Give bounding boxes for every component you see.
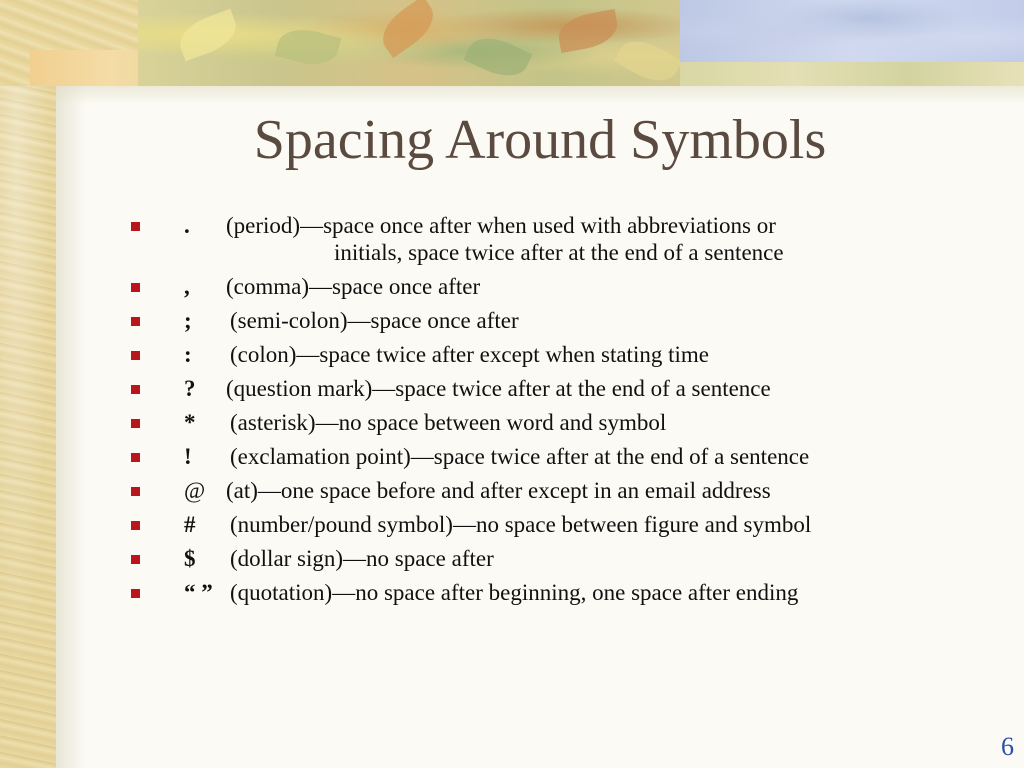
bullet-list xyxy=(126,212,1006,613)
symbol-glyph: “ ” xyxy=(184,580,213,605)
list-item-quotation xyxy=(126,579,1006,606)
item-text: (comma)—space once after xyxy=(226,274,481,299)
symbol-glyph: ; xyxy=(184,308,192,333)
bullet-square-icon xyxy=(131,419,140,428)
item-text: (quotation)—no space after beginning, one space after ending xyxy=(230,580,799,605)
leaf-shape xyxy=(556,9,621,53)
bullet-square-icon xyxy=(131,487,140,496)
list-item-number xyxy=(126,511,1006,538)
list-item-period xyxy=(126,212,1006,266)
leaf-shape xyxy=(464,29,533,85)
list-item-asterisk xyxy=(126,409,1006,436)
symbol-glyph: : xyxy=(184,342,192,367)
page-number: 6 xyxy=(1001,732,1014,761)
item-text: (dollar sign)—no space after xyxy=(230,546,494,571)
symbol-glyph: * xyxy=(184,410,196,435)
leaf-shape xyxy=(275,23,342,71)
leaf-shape xyxy=(374,0,443,58)
banner-blue-watercolor xyxy=(680,0,1024,62)
item-text: (period)—space once after when used with abbreviations or xyxy=(226,213,776,238)
banner-fade xyxy=(56,86,1024,104)
list-item-question-mark xyxy=(126,375,1006,402)
banner-leaves-image xyxy=(138,0,690,86)
list-item-at xyxy=(126,477,1006,504)
symbol-glyph: $ xyxy=(184,546,196,571)
symbol-glyph: . xyxy=(184,213,190,238)
list-item-comma xyxy=(126,273,1006,300)
bullet-square-icon xyxy=(131,283,140,292)
symbol-glyph: ! xyxy=(184,444,192,469)
list-item-dollar xyxy=(126,545,1006,572)
symbol-glyph: @ xyxy=(184,478,206,503)
left-decorative-strip xyxy=(0,0,56,768)
list-item-colon xyxy=(126,341,1006,368)
list-item-exclamation xyxy=(126,443,1006,470)
symbol-glyph: # xyxy=(184,512,196,537)
bullet-square-icon xyxy=(131,555,140,564)
symbol-glyph: ? xyxy=(184,376,196,401)
bullet-square-icon xyxy=(131,351,140,360)
bullet-square-icon xyxy=(131,222,140,231)
bullet-square-icon xyxy=(131,385,140,394)
item-text: (question mark)—space twice after at the end of a sentence xyxy=(226,376,771,401)
item-text: (colon)—space twice after except when stating time xyxy=(230,342,709,367)
item-text: (asterisk)—no space between word and symbol xyxy=(230,410,667,435)
bullet-square-icon xyxy=(131,453,140,462)
bullet-square-icon xyxy=(131,521,140,530)
item-text: (exclamation point)—space twice after at the end of a sentence xyxy=(230,444,810,469)
left-strip-shadow xyxy=(56,0,86,768)
list-item-semicolon xyxy=(126,307,1006,334)
item-text: (semi-colon)—space once after xyxy=(230,308,519,333)
bullet-square-icon xyxy=(131,317,140,326)
top-decorative-banner xyxy=(0,0,1024,86)
item-text: (at)—one space before and after except in an email address xyxy=(226,478,771,503)
leaf-shape xyxy=(614,31,683,86)
item-text-continuation: initials, space twice after at the end of a sentence xyxy=(334,240,784,265)
banner-green-band xyxy=(680,62,1024,86)
slide-title: Spacing Around Symbols xyxy=(253,109,827,171)
item-text: (number/pound symbol)—no space between figure and symbol xyxy=(230,512,812,537)
leaf-shape xyxy=(174,9,242,61)
symbol-glyph: , xyxy=(184,274,190,299)
bullet-square-icon xyxy=(131,589,140,598)
